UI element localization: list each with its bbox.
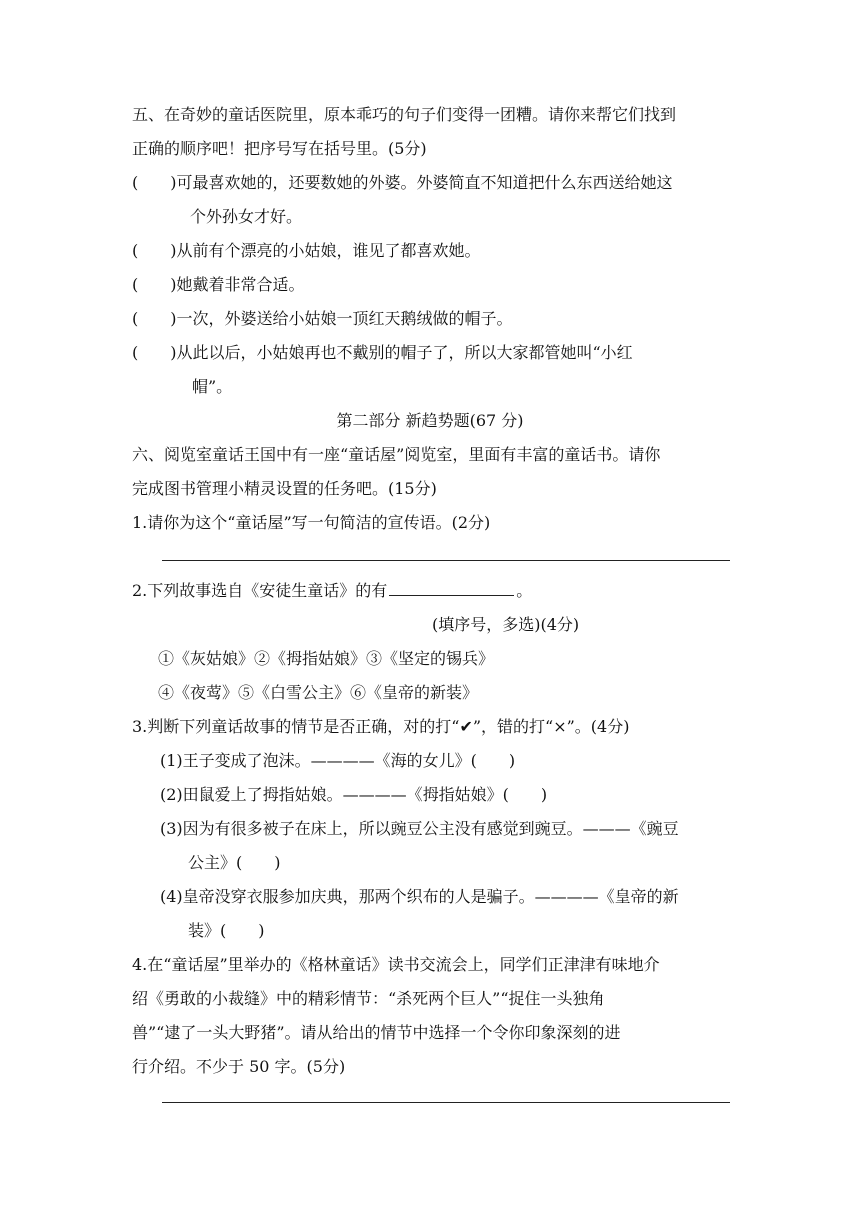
question-3: 3.判断下列童话故事的情节是否正确，对的打“✔”，错的打“×”。(4分) (132, 717, 630, 736)
answer-blank-q2[interactable] (389, 581, 514, 596)
question-2-options-1: ①《灰姑娘》②《拇指姑娘》③《坚定的锡兵》 (158, 649, 495, 668)
section5-title-line1: 五、在奇妙的童话医院里，原本乖巧的句子们变得一团糟。请你来帮它们找到 (132, 105, 677, 124)
section5-item-5: ( )从此以后，小姑娘再也不戴别的帽子了，所以大家都管她叫“小红 (132, 343, 633, 362)
section5-item-5-cont: 帽”。 (192, 377, 233, 396)
section5-title-line2: 正确的顺序吧！把序号写在括号里。(5分) (132, 139, 427, 158)
section5-item-4: ( )一次，外婆送给小姑娘一顶红天鹅绒做的帽子。 (132, 309, 513, 328)
question-3-item-1: (1)王子变成了泡沫。————《海的女儿》( ) (160, 751, 516, 770)
section6-title-line1: 六、阅览室童话王国中有一座“童话屋”阅览室，里面有丰富的童话书。请你 (132, 445, 661, 464)
question-3-item-3: (3)因为有很多被子在床上，所以豌豆公主没有感觉到豌豆。———《豌豆 (160, 819, 679, 838)
section5-item-2: ( )从前有个漂亮的小姑娘，谁见了都喜欢她。 (132, 241, 481, 260)
question-3-item-2: (2)田鼠爱上了拇指姑娘。————《拇指姑娘》( ) (160, 785, 548, 804)
answer-line-q1[interactable] (162, 560, 730, 561)
question-4-line1: 4.在“童话屋”里举办的《格林童话》读书交流会上，同学们正津津有味地介 (132, 955, 660, 974)
question-1: 1.请你为这个“童话屋”写一句简洁的宣传语。(2分) (132, 513, 491, 532)
answer-line-q4[interactable] (162, 1102, 730, 1103)
question-3-item-4-cont: 装》( ) (188, 921, 265, 940)
part2-heading: 第二部分 新趋势题(67 分) (336, 411, 524, 430)
question-2-options-2: ④《夜莺》⑤《白雪公主》⑥《皇帝的新装》 (158, 683, 479, 702)
section5-item-1: ( )可最喜欢她的，还要数她的外婆。外婆简直不知道把什么东西送给她这 (132, 173, 673, 192)
question-4-line4: 行介绍。不少于 50 字。(5分) (132, 1057, 346, 1076)
question-4-line2: 绍《勇敢的小裁缝》中的精彩情节：“杀死两个巨人”“捉住一头独角 (132, 989, 605, 1008)
section5-item-3: ( )她戴着非常合适。 (132, 275, 305, 294)
question-3-item-4: (4)皇帝没穿衣服参加庆典，那两个织布的人是骗子。————《皇帝的新 (160, 887, 679, 906)
section6-title-line2: 完成图书管理小精灵设置的任务吧。(15分) (132, 479, 437, 498)
question-2-suffix: 。 (516, 581, 533, 600)
section5-item-1-cont: 个外孙女才好。 (190, 207, 303, 226)
question-2-prefix: 2.下列故事选自《安徒生童话》的有 (132, 581, 388, 600)
question-4-line3: 兽”“逮了一头大野猪”。请从给出的情节中选择一个令你印象深刻的进 (132, 1023, 621, 1042)
question-2 (132, 580, 732, 602)
question-2-note: (填序号，多选)(4分) (432, 615, 580, 634)
question-3-item-3-cont: 公主》( ) (188, 853, 281, 872)
